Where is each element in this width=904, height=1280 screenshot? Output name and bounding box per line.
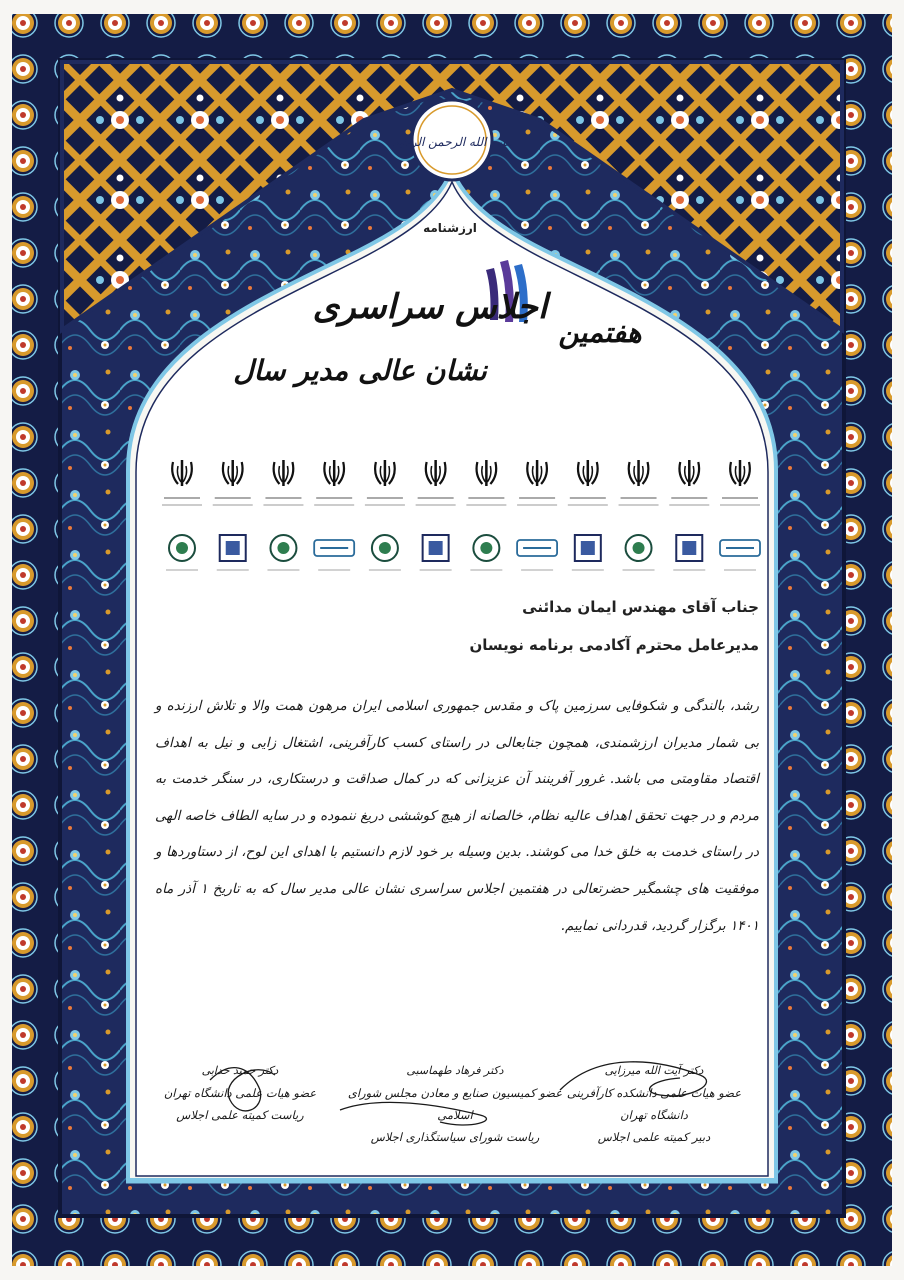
signature-right-name: دکتر آیت الله میرزایی [604, 1064, 704, 1077]
body-paragraph-1: رشد، بالندگی و شکوفایی سرزمین پاک و مقدس جمهوری اسلامی ایران مرهون همت والا و تلاش ارزنده و بی شمار مدیران ارزشمندی، همچون جنابعالی در راستای کسب کارآفرینی، اشتغال زایی و نیل به اهداف اقتصاد مقاومتی می باشد. [155, 698, 760, 788]
header-label: ارزشنامه [423, 221, 477, 235]
recipient-name: جناب آقای مهندس ایمان مدائنی [522, 598, 759, 616]
signature-right-line2: دبیر کمیته علمی اجلاس [597, 1130, 711, 1144]
signature-left [150, 1060, 330, 1126]
signature-right [554, 1060, 754, 1148]
event-title-line1: هفتمین [558, 316, 642, 349]
signature-center-line2: ریاست شورای سیاستگذاری اجلاس [370, 1130, 540, 1144]
signature-center-line1: عضو کمیسیون صنایع و معادن مجلس شورای اسلامی [347, 1086, 563, 1122]
body-text [155, 688, 759, 944]
event-title-line2: اجلاس سراسری [312, 287, 548, 327]
body-paragraph-2: غرور آفرینند آن عزیزانی که در کمال صداقت و درستکاری، در سنگر خدمت به مردم و در جهت تحقق اهداف عالیه نظام، خالصانه از هیچ کوششی دریغ ننموده و در سایه الطاف خاصه الهی در راستای خدمت به خلق خدا می کوشند. [155, 771, 759, 861]
recipient-title: مدیرعامل محترم آکادمی برنامه نویسان [469, 636, 759, 654]
body-paragraph-3: بدین وسیله بر خود لازم دانستیم با اهدای این لوح، از دستاوردها و موفقیت های چشمگیر حضرتعالی در هفتمین اجلاس سراسری نشان عالی مدیر سال که به تاریخ ۱ آذر ماه ۱۴۰۱ برگزار گردید، قدردانی نماییم. [155, 844, 759, 934]
signature-left-name: دکتر حمید خدابی [201, 1064, 279, 1077]
event-title-line3: نشان عالی مدیر سال [233, 354, 487, 387]
signature-center-name: دکتر فرهاد طهماسبی [406, 1064, 504, 1077]
signature-left-line2: ریاست کمیته علمی اجلاس [176, 1108, 304, 1122]
signature-left-line1: عضو هیات علمی دانشگاه تهران [163, 1086, 317, 1100]
signature-center [340, 1060, 570, 1148]
signature-right-line1: عضو هیات علمی دانشکده کارآفرینی دانشگاه تهران [566, 1086, 742, 1122]
basmala-text: بسم الله الرحمن الرحیم [391, 135, 513, 149]
